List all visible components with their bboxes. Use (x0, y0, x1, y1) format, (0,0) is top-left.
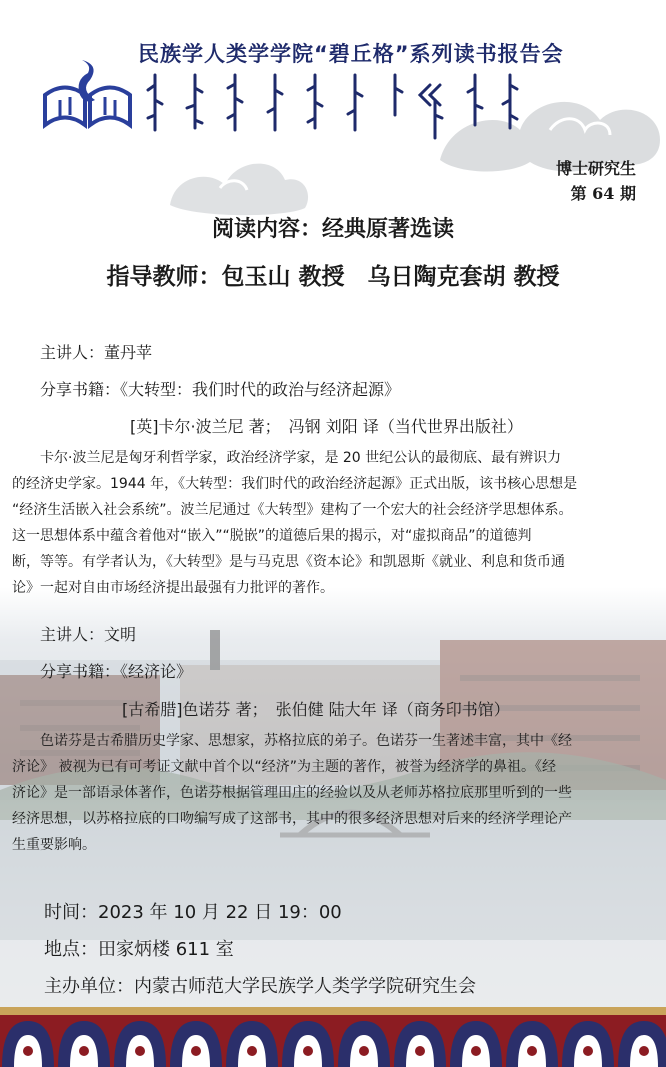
session1-speaker: 主讲人：董丹苹 (40, 343, 153, 362)
session2-line-1: 色诺芬是古希腊历史学家、思想家，苏格拉底的弟子。色诺芬一生著述丰富，其中《经 (40, 733, 572, 749)
decorative-border-pattern (0, 1007, 666, 1067)
session2-book: 分享书籍：《经济论》 (40, 662, 193, 681)
border-dot-motif (639, 1046, 649, 1056)
border-dot-motif (303, 1046, 313, 1056)
border-dot-motif (583, 1046, 593, 1056)
session2-authors: [古希腊]色诺芬 著； 张伯健 陆大年 译（商务印书馆） (122, 700, 510, 719)
session1-line-5: 断，等等。有学者认为，《大转型》是与马克思《资本论》和凯恩斯《就业、利息和货币通 (12, 554, 565, 570)
border-dot-motif (415, 1046, 425, 1056)
issue-info (556, 156, 636, 206)
mongolian-script-title (140, 70, 540, 140)
session1-line-1: 卡尔·波兰尼是匈牙利哲学家，政治经济学家，是 20 世纪公认的最彻底、最有辨识力 (40, 450, 562, 466)
session2-line-5: 生重要影响。 (12, 837, 96, 853)
session1-line-6: 论》一起对自由市场经济提出最强有力批评的著作。 (12, 580, 334, 596)
session1-description (12, 445, 654, 601)
border-dot-motif (359, 1046, 369, 1056)
session2-line-2: 济论》 被视为已有可考证文献中首个以“经济”为主题的著作，被誉为经济学的鼻祖。《经 (12, 759, 556, 775)
session2-speaker: 主讲人：文明 (40, 625, 137, 644)
header (0, 0, 666, 175)
session1-authors: [英]卡尔·波兰尼 著； 冯钢 刘阳 译（当代世界出版社） (130, 417, 523, 436)
session2-line-3: 济论》是一部语录体著作，色诺芬根据管理田庄的经验以及从老师苏格拉底那里听到的一些 (12, 785, 572, 801)
border-dot-motif (247, 1046, 257, 1056)
issue-number: 第 64 期 (570, 184, 636, 203)
event-place: 地点：田家炳楼 611 室 (44, 939, 234, 960)
border-dot-motif (23, 1046, 33, 1056)
session1-book: 分享书籍：《大转型：我们时代的政治与经济起源》 (40, 380, 401, 399)
border-dot-motif (79, 1046, 89, 1056)
advisor-line: 指导教师：包玉山 教授 乌日陶克套胡 教授 (106, 264, 560, 290)
border-dot-motif (191, 1046, 201, 1056)
session2-line-4: 经济思想，以苏格拉底的口吻编写成了这部书，其中的很多经济思想对后来的经济学理论产 (12, 811, 572, 827)
issue-category: 博士研究生 (555, 159, 636, 178)
session1-line-2: 的经济史学家。1944 年，《大转型：我们时代的政治经济起源》正式出版，该书核心思想是 (12, 476, 578, 492)
reading-content-title: 阅读内容：经典原著选读 (211, 217, 454, 242)
header-title: 民族学人类学学院“碧丘格”系列读书报告会 (138, 42, 564, 66)
event-organizer: 主办单位：内蒙古师范大学民族学人类学学院研究生会 (44, 976, 476, 997)
border-dot-motif (471, 1046, 481, 1056)
session2-description (12, 728, 654, 858)
session1-line-4: 这一思想体系中蕴含着他对“嵌入”“脱嵌”的道德后果的揭示，对“虚拟商品”的道德判 (12, 528, 532, 544)
book-logo-icon (40, 55, 135, 130)
border-dot-motif (135, 1046, 145, 1056)
session1-line-3: “经济生活嵌入社会系统”。波兰尼通过《大转型》建构了一个宏大的社会经济学思想体系。 (12, 502, 573, 518)
event-time: 时间：2023 年 10 月 22 日 19：00 (44, 902, 342, 923)
border-dot-motif (527, 1046, 537, 1056)
